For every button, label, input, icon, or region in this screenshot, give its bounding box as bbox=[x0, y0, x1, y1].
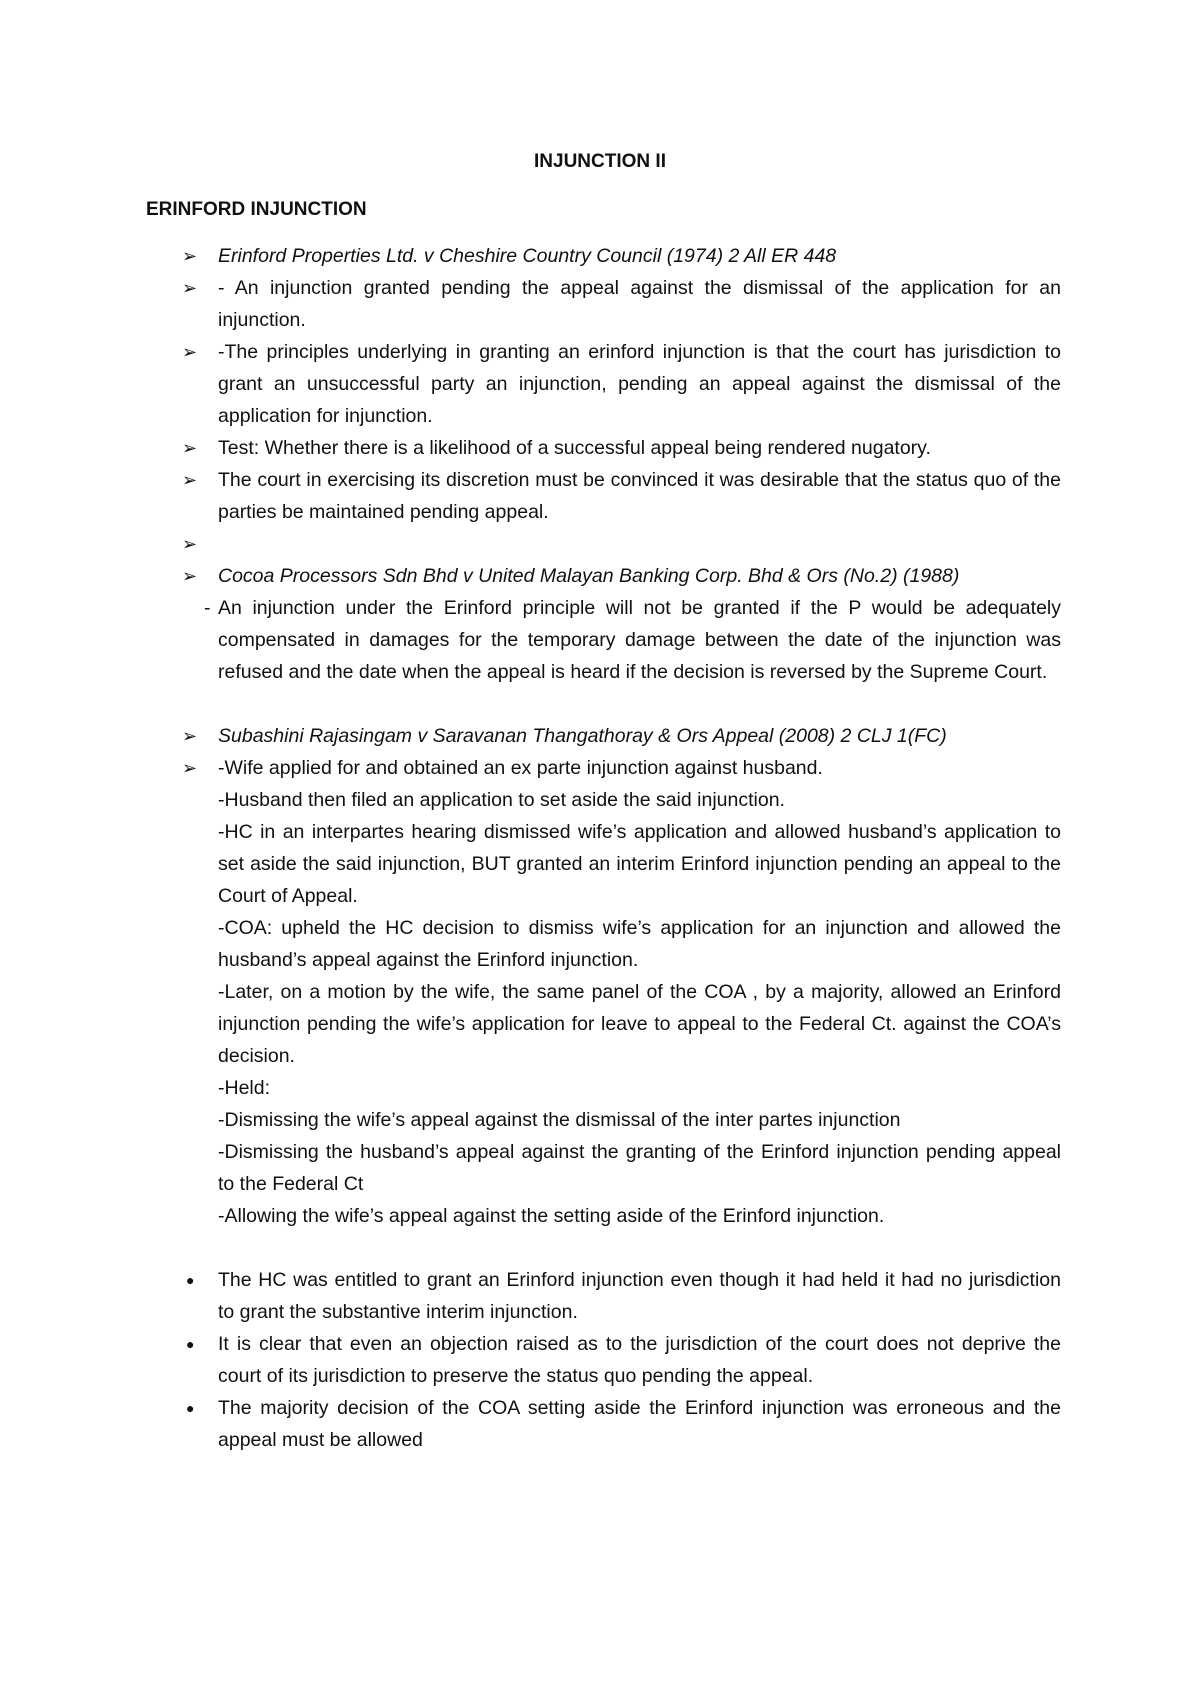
list-item-text: It is clear that even an objection raised as to the jurisdiction of the court does not deprive the court of its jurisdiction to preserve the status quo pending the appeal. bbox=[218, 1333, 1061, 1387]
list-item bbox=[146, 1264, 1061, 1328]
list-item-text: The HC was entitled to grant an Erinford injunction even though it had held it had no jurisdiction to grant the substantive interim injunction. bbox=[218, 1269, 1061, 1323]
paragraph-line: -COA: upheld the HC decision to dismiss wife’s application for an injunction and allowed the husband’s appeal against the Erinford injunction. bbox=[218, 917, 1061, 971]
list-item bbox=[146, 1328, 1061, 1392]
arrow-bullet-icon: ➢ bbox=[182, 438, 198, 458]
list-item bbox=[146, 752, 1061, 784]
arrow-bullet-icon: ➢ bbox=[182, 726, 198, 746]
list-item bbox=[146, 560, 1061, 592]
arrow-bullet-icon: ➢ bbox=[182, 566, 198, 586]
bullet-icon: ● bbox=[186, 1400, 195, 1416]
bullet-icon: ● bbox=[186, 1272, 195, 1288]
bullet-icon: ● bbox=[186, 1336, 195, 1352]
dash-marker: - bbox=[204, 597, 211, 619]
paragraph-line: -Husband then filed an application to set aside the said injunction. bbox=[218, 789, 785, 811]
page-title: INJUNCTION II bbox=[534, 151, 666, 172]
arrow-bullet-icon: ➢ bbox=[182, 342, 198, 362]
paragraph-line: -Dismissing the wife’s appeal against the dismissal of the inter partes injunction bbox=[218, 1109, 901, 1131]
empty-list-item bbox=[146, 528, 1061, 560]
list-item bbox=[146, 432, 1061, 464]
arrow-bullet-icon: ➢ bbox=[182, 534, 198, 554]
list-item-text: -Wife applied for and obtained an ex parte injunction against husband. bbox=[218, 757, 823, 779]
case-citation: Erinford Properties Ltd. v Cheshire Country Council (1974) 2 All ER 448 bbox=[218, 245, 837, 267]
paragraph-line: -Allowing the wife’s appeal against the setting aside of the Erinford injunction. bbox=[218, 1205, 885, 1227]
arrow-bullet-icon: ➢ bbox=[182, 278, 198, 298]
arrow-bullet-icon: ➢ bbox=[182, 470, 198, 490]
list-item-text: The court in exercising its discretion must be convinced it was desirable that the status quo of the parties be maintained pending appeal. bbox=[218, 469, 1061, 523]
list-item-text: Test: Whether there is a likelihood of a successful appeal being rendered nugatory. bbox=[218, 437, 931, 459]
list-item bbox=[146, 240, 1061, 272]
document-body bbox=[146, 240, 1061, 1456]
list-item bbox=[146, 464, 1061, 528]
paragraph-line: -Held: bbox=[218, 1077, 271, 1099]
paragraph-line: -Dismissing the husband’s appeal against the granting of the Erinford injunction pending appeal to the Federal Ct bbox=[218, 1141, 1061, 1195]
paragraph-line: -Later, on a motion by the wife, the same panel of the COA , by a majority, allowed an Erinford injunction pending the wife’s application for leave to appeal to the Federal Ct. against the COA’s decision. bbox=[218, 981, 1061, 1067]
list-item-text: -The principles underlying in granting an erinford injunction is that the court has jurisdiction to grant an unsuccessful party an injunction, pending an appeal against the dismissal of the application for injunction. bbox=[218, 341, 1061, 427]
section-heading: ERINFORD INJUNCTION bbox=[146, 199, 367, 220]
list-item bbox=[146, 1392, 1061, 1456]
spacer bbox=[146, 688, 1061, 720]
list-item-text: - An injunction granted pending the appeal against the dismissal of the application for an injunction. bbox=[218, 277, 1061, 331]
paragraph-line: -HC in an interpartes hearing dismissed wife’s application and allowed husband’s application to set aside the said injunction, BUT granted an interim Erinford injunction pending an appeal to the Court of Appeal. bbox=[218, 821, 1061, 907]
case-citation: Subashini Rajasingam v Saravanan Thangathoray & Ors Appeal (2008) 2 CLJ 1(FC) bbox=[218, 725, 947, 747]
arrow-bullet-icon: ➢ bbox=[182, 246, 198, 266]
list-item bbox=[146, 592, 1061, 688]
spacer bbox=[146, 1232, 1061, 1264]
arrow-bullet-icon: ➢ bbox=[182, 758, 198, 778]
list-item bbox=[146, 272, 1061, 336]
list-item bbox=[146, 720, 1061, 752]
list-item bbox=[146, 336, 1061, 432]
list-item-text: An injunction under the Erinford principle will not be granted if the P would be adequately compensated in damages for the temporary damage between the date of the injunction was refused and the date when the appeal is heard if the decision is reversed by the Supreme Court. bbox=[218, 597, 1061, 683]
list-item-text: The majority decision of the COA setting aside the Erinford injunction was erroneous and the appeal must be allowed bbox=[218, 1397, 1061, 1451]
case-citation: Cocoa Processors Sdn Bhd v United Malayan Banking Corp. Bhd & Ors (No.2) (1988) bbox=[218, 565, 960, 587]
